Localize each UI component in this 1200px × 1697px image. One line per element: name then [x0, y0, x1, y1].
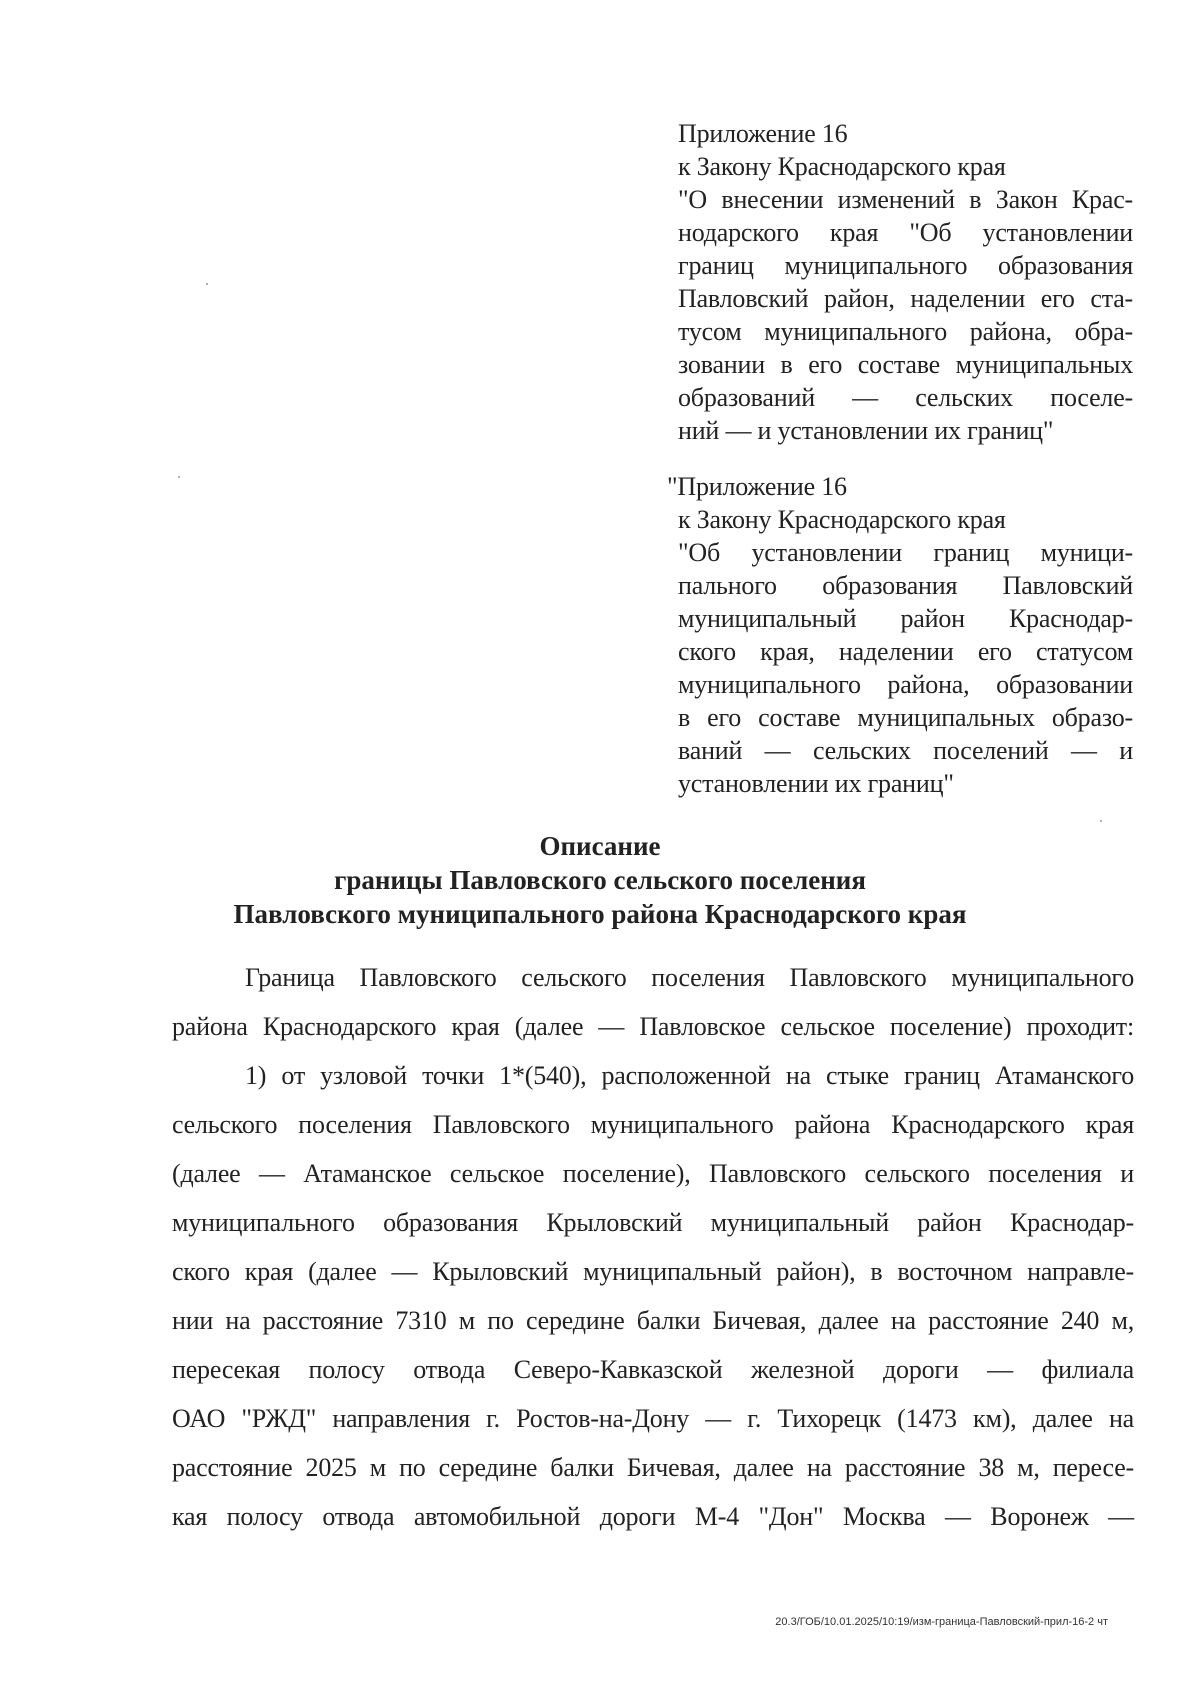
- appendix-line: ний — и установлении их границ": [678, 416, 1054, 445]
- body-line: 1) от узловой точки 1*(540), расположенной на стыке границ Атаманского: [245, 1061, 1134, 1090]
- appendix-line: тусом муниципального района, обра-: [678, 317, 1133, 346]
- appendix-line: образований — сельских поселе-: [678, 383, 1133, 412]
- appendix-line: "Об установлении границ муници-: [678, 538, 1133, 567]
- scan-speck: [206, 283, 208, 285]
- body-line: расстояние 2025 м по середине балки Бичевая, далее на расстояние 38 м, пересе-: [172, 1453, 1134, 1482]
- appendix-line: границ муниципального образования: [678, 251, 1133, 280]
- scan-speck: [1100, 820, 1102, 822]
- appendix-line: ваний — сельских поселений — и: [678, 736, 1133, 765]
- appendix-line: "Приложение 16: [667, 472, 847, 501]
- appendix-line: в его составе муниципальных образо-: [678, 703, 1133, 732]
- appendix-line: "О внесении изменений в Закон Крас-: [678, 185, 1133, 214]
- appendix-line: муниципальный район Краснодар-: [678, 604, 1133, 633]
- body-line: муниципального образования Крыловский муниципальный район Краснодар-: [172, 1208, 1134, 1237]
- scan-speck: [178, 476, 180, 478]
- appendix-line: установлении их границ": [678, 769, 954, 798]
- body-line: сельского поселения Павловского муниципального района Краснодарского края: [172, 1110, 1134, 1139]
- body-line: ОАО "РЖД" направления г. Ростов-на-Дону — г. Тихорецк (1473 км), далее на: [172, 1404, 1134, 1433]
- appendix-line: Приложение 16: [678, 119, 848, 148]
- appendix-line: к Закону Краснодарского края: [678, 152, 1006, 181]
- body-line: (далее — Атаманское сельское поселение), Павловского сельского поселения и: [172, 1159, 1134, 1188]
- appendix-line: к Закону Краснодарского края: [678, 505, 1006, 534]
- body-line: района Краснодарского края (далее — Павловское сельское поселение) проходит:: [172, 1012, 1134, 1041]
- body-line: пересекая полосу отвода Северо-Кавказской железной дороги — филиала: [172, 1355, 1134, 1384]
- title-line: Описание: [539, 831, 661, 861]
- appendix-line: нодарского края "Об установлении: [678, 218, 1133, 247]
- body-line: нии на расстояние 7310 м по середине балки Бичевая, далее на расстояние 240 м,: [172, 1306, 1134, 1335]
- appendix-line: ского края, наделении его статусом: [678, 637, 1133, 666]
- body-line: ского края (далее — Крыловский муниципальный район), в восточном направле-: [172, 1257, 1134, 1286]
- body-line: кая полосу отвода автомобильной дороги М-4 "Дон" Москва — Воронеж —: [172, 1502, 1134, 1531]
- footer-document-code: 20.3/ГОБ/10.01.2025/10:19/изм-граница-Павловский-прил-16-2 чт: [775, 1616, 1108, 1628]
- body-line: Граница Павловского сельского поселения Павловского муниципального: [245, 963, 1134, 992]
- title-line: Павловского муниципального района Краснодарского края: [233, 899, 967, 929]
- appendix-line: пального образования Павловский: [678, 571, 1133, 600]
- appendix-line: зовании в его составе муниципальных: [678, 350, 1133, 379]
- title-line: границы Павловского сельского поселения: [334, 865, 866, 895]
- appendix-line: муниципального района, образовании: [678, 670, 1133, 699]
- appendix-line: Павловский район, наделении его ста-: [678, 284, 1133, 313]
